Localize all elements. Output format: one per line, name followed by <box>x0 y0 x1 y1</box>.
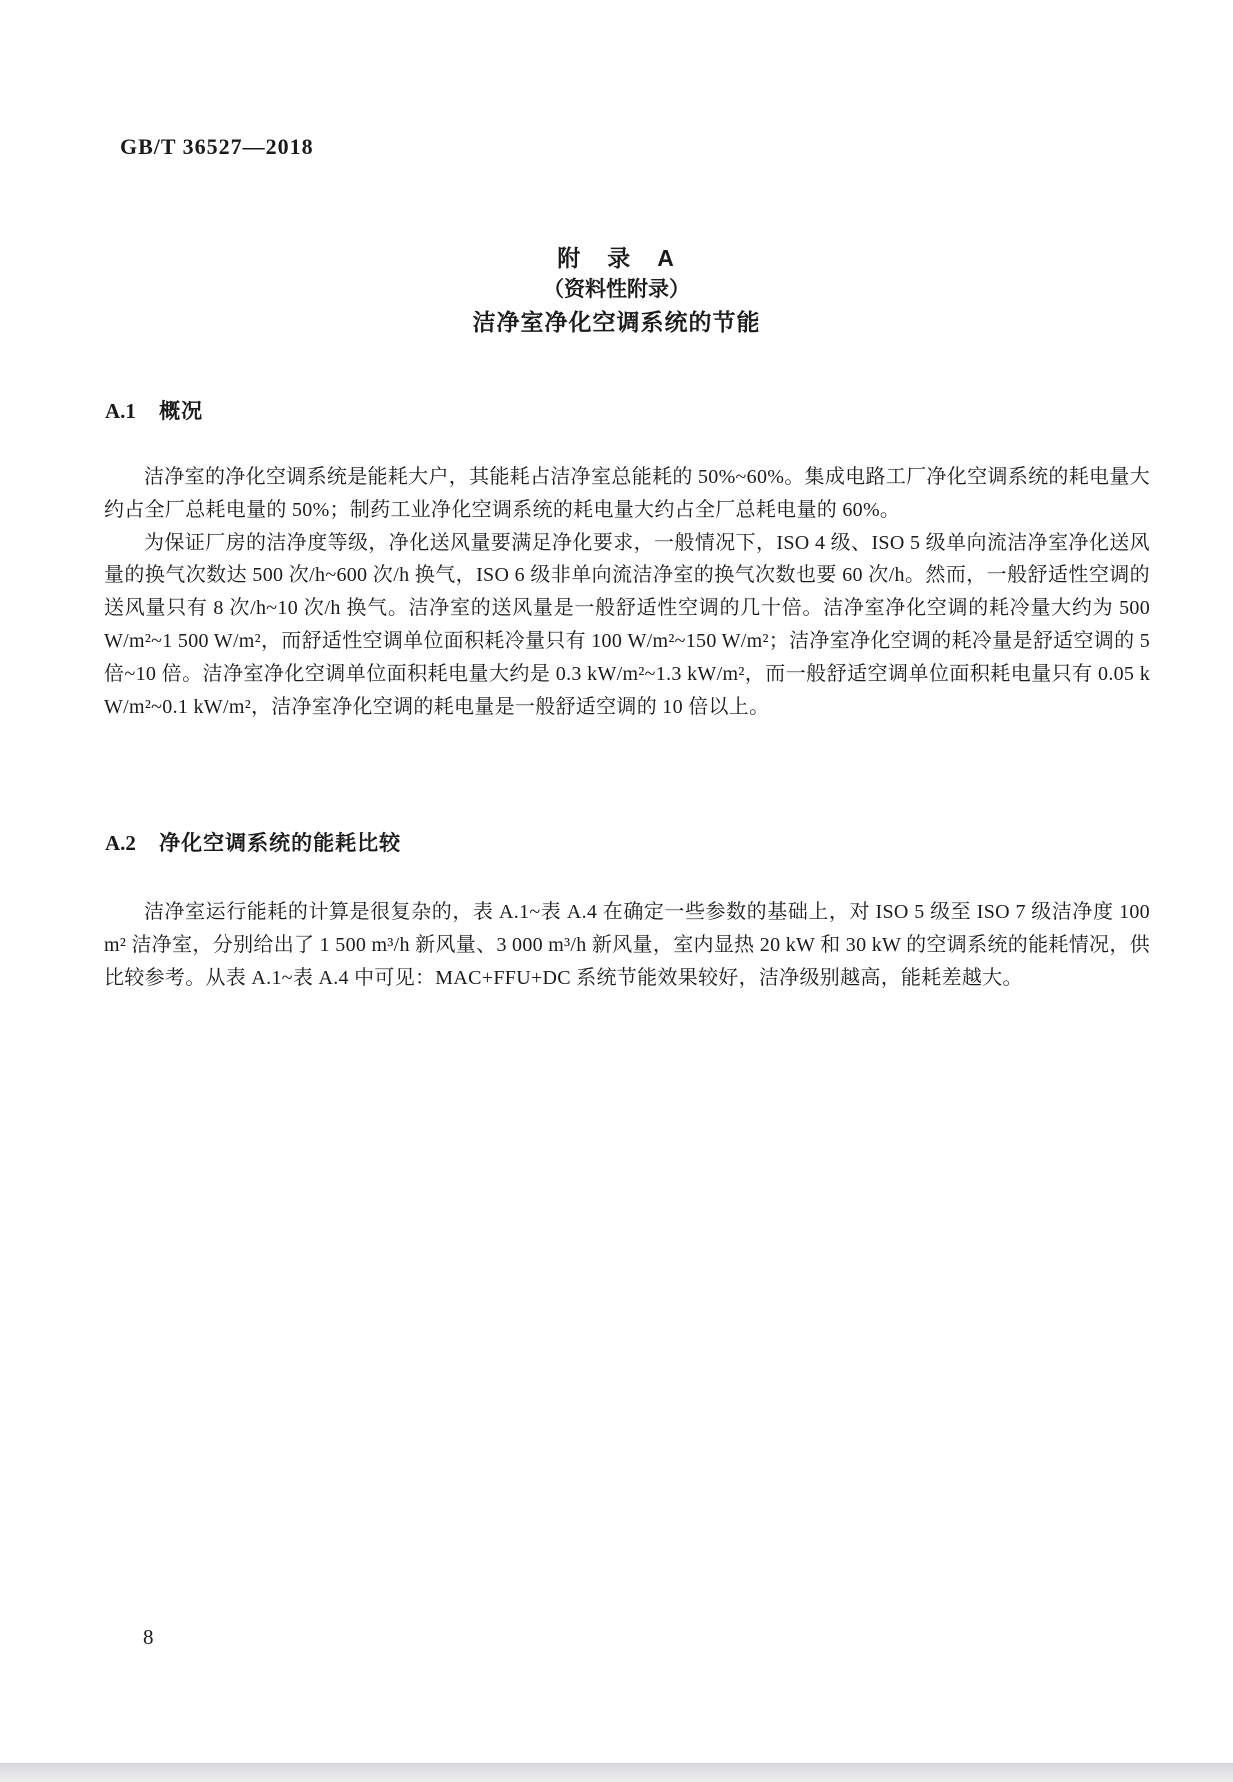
section-a1-paragraph-1: 洁净室的净化空调系统是能耗大户，其能耗占洁净室总能耗的 50%~60%。集成电路工厂净化空调系统的耗电量大约占全厂总耗电量的 50%；制药工业净化空调系统的耗电量大约占全厂总耗电量的 60%。 <box>104 466 1150 521</box>
page-number: 8 <box>143 1625 154 1649</box>
section-a1-heading <box>105 398 203 425</box>
appendix-title: 附 录 A <box>557 245 676 271</box>
section-a1-paragraph-2: 为保证厂房的洁净度等级，净化送风量要满足净化要求，一般情况下，ISO 4 级、ISO 5 级单向流洁净室净化送风量的换气次数达 500 次/h~600 次/h 换气，ISO 6 级非单向流洁净室的换气次数也要 60 次/h。然而，一般舒适性空调的送风量只有 8 次/h~10 次/h 换气。洁净室的送风量是一般舒适性空调的几十倍。洁净室净化空调的耗冷量大约为 500 W/m²~1 500 W/m²，而舒适性空调单位面积耗冷量只有 100 W/m²~150 W/m²；洁净室净化空调的耗冷量是舒适空调的 5 倍~10 倍。洁净室净化空调单位面积耗电量大约是 0.3 kW/m²~1.3 kW/m²，而一般舒适空调单位面积耗电量只有 0.05 kW/m²~0.1 kW/m²，洁净室净化空调的耗电量是一般舒适空调的 10 倍以上。 <box>104 531 1150 718</box>
section-a1-number: A.1 <box>105 399 136 423</box>
section-a1-body <box>104 461 1150 723</box>
section-a2-paragraph-1: 洁净室运行能耗的计算是很复杂的，表 A.1~表 A.4 在确定一些参数的基础上，对 ISO 5 级至 ISO 7 级洁净度 100 m² 洁净室，分别给出了 1 500 m³/h 新风量、3 000 m³/h 新风量，室内显热 20 kW 和 30 kW 的空调系统的能耗情况，供比较参考。从表 A.1~表 A.4 中可见：MAC+FFU+DC 系统节能效果较好，洁净级别越高，能耗差越大。 <box>104 901 1150 989</box>
standard-number-header: GB/T 36527—2018 <box>120 134 314 159</box>
section-a1-title: 概况 <box>159 400 204 423</box>
appendix-title-block <box>0 242 1233 338</box>
appendix-subject: 洁净室净化空调系统的节能 <box>472 309 761 335</box>
scan-bottom-edge <box>0 1763 1233 1782</box>
section-a2-heading <box>105 830 401 857</box>
section-a2-title: 净化空调系统的能耗比较 <box>159 832 402 855</box>
section-a2-number: A.2 <box>105 831 136 855</box>
section-a2-body <box>104 896 1150 994</box>
appendix-subtitle: （资料性附录） <box>543 278 690 301</box>
